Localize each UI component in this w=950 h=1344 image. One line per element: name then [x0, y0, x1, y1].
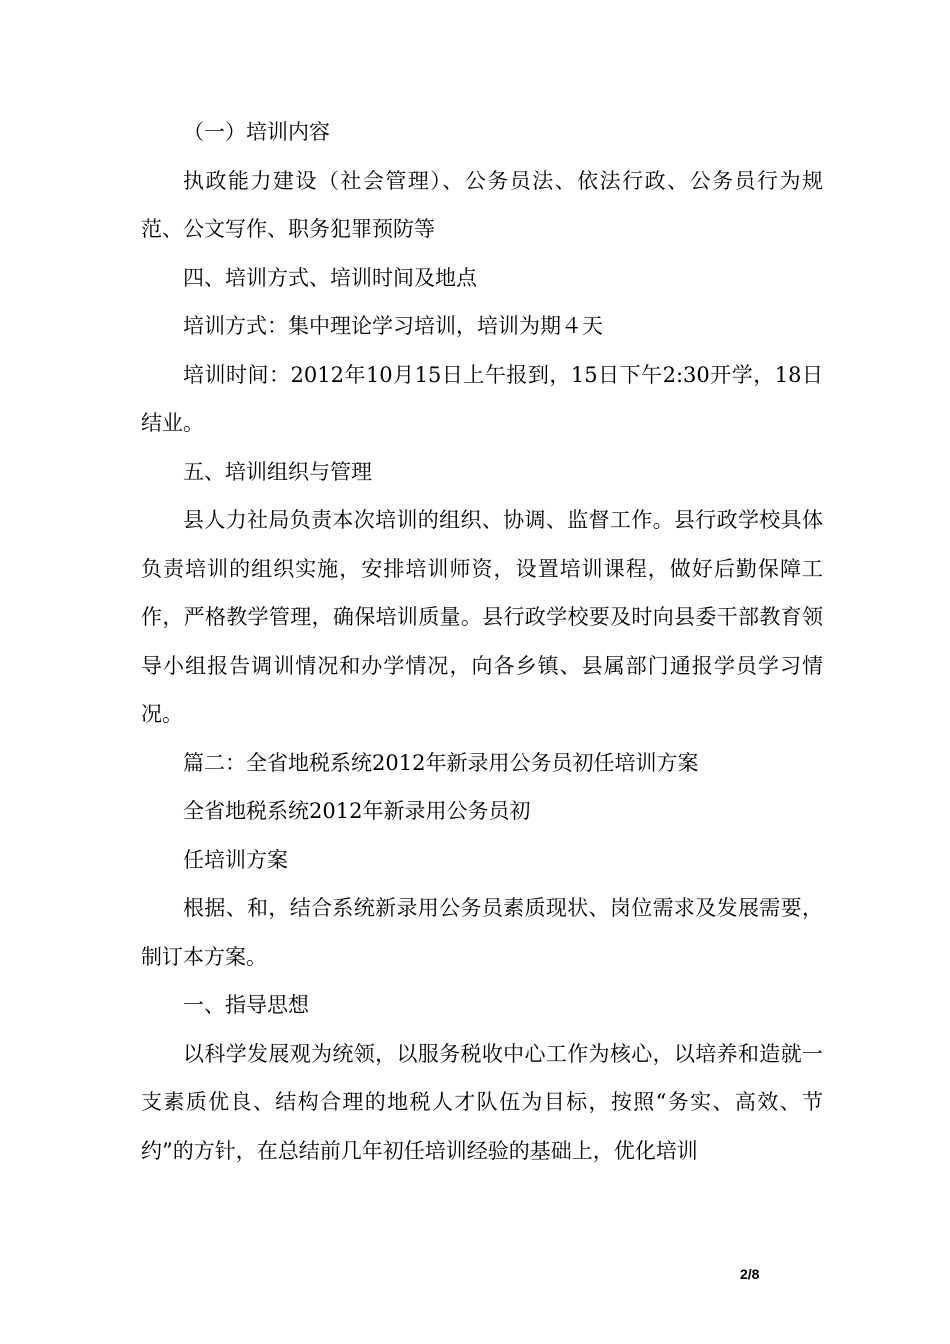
- paragraph-section-one-heading: 一、指导思想: [183, 993, 309, 1017]
- paragraph-plan-title-line-one: 全省地税系统2012年新录用公务员初: [183, 799, 531, 823]
- page-number: 2/8: [740, 1266, 760, 1282]
- paragraph-section-five-heading: 五、培训组织与管理: [183, 459, 372, 484]
- paragraph-training-time: 培训时间：2012年10月15日上午报到，15日下午2:30开学，18日结业。: [141, 362, 823, 435]
- paragraph-plan-basis: 根据、和，结合系统新录用公务员素质现状、岗位需求及发展需要，制订本方案。: [141, 896, 823, 969]
- paragraph-guiding-ideology: 以科学发展观为统领，以服务税收中心工作为核心，以培养和造就一支素质优良、结构合理的地税人才队伍为目标，按照“务实、高效、节约”的方针，在总结前几年初任培训经验的基础上，优化培训: [141, 1041, 823, 1163]
- paragraph-plan-title-line-two: 任培训方案: [183, 847, 288, 872]
- paragraph-training-content: 执政能力建设（社会管理）、公务员法、依法行政、公务员行为规范、公文写作、职务犯罪预防等: [141, 168, 823, 241]
- document-body: [141, 108, 823, 1175]
- paragraph-part-two-title: 篇二：全省地税系统2012年新录用公务员初任培训方案: [183, 750, 699, 775]
- paragraph-organization-management: 县人力社局负责本次培训的组织、协调、监督工作。县行政学校具体负责培训的组织实施，安排培训师资，设置培训课程，做好后勤保障工作，严格教学管理，确保培训质量。县行政学校要及时向县委干部教育领导小组报告调训情况和办学情况，向各乡镇、县属部门通报学员学习情况。: [141, 508, 823, 726]
- paragraph-section-four-heading: 四、培训方式、培训时间及地点: [183, 265, 477, 290]
- paragraph-training-content-heading: （一）培训内容: [183, 120, 330, 144]
- paragraph-training-method: 培训方式：集中理论学习培训，培训为期４天: [183, 314, 603, 338]
